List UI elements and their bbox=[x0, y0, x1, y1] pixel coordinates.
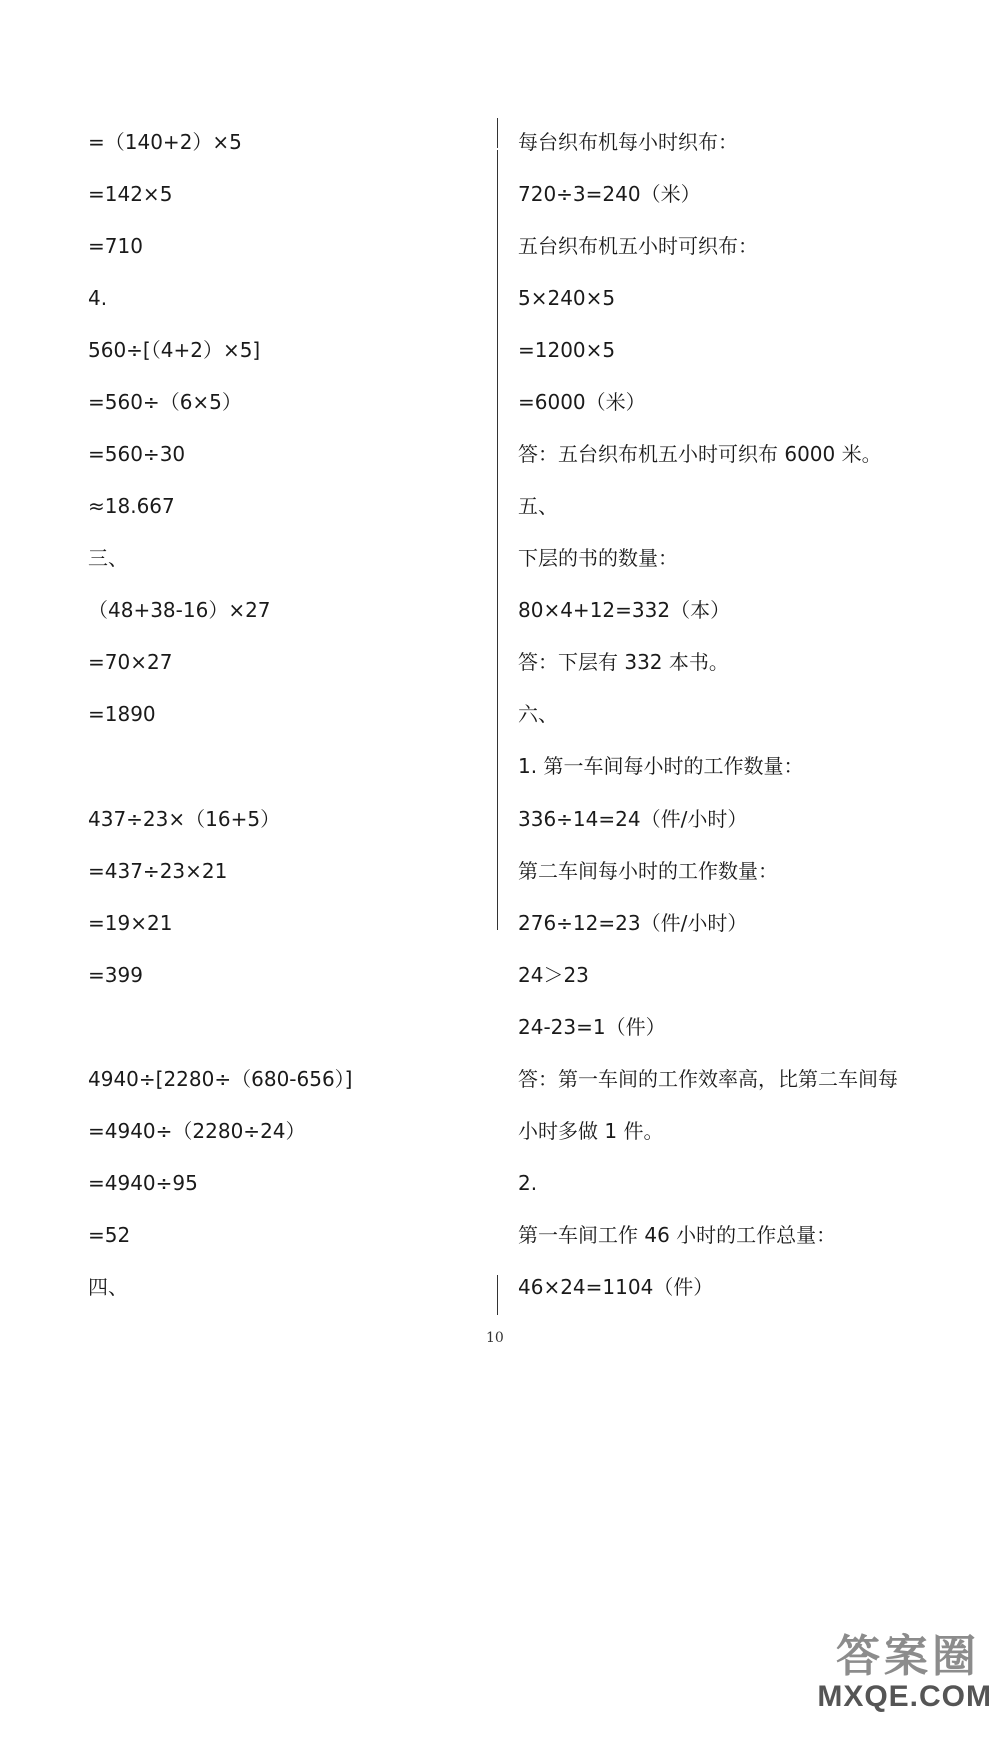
right-line-16: 276÷12=23（件/小时） bbox=[518, 911, 748, 935]
right-line-17: 24＞23 bbox=[518, 963, 589, 987]
right-line-2: 720÷3=240（米） bbox=[518, 182, 701, 206]
watermark-url: MXQE.COM bbox=[817, 1680, 992, 1713]
right-line-21: 2. bbox=[518, 1171, 538, 1195]
right-line-13: 1. 第一车间每小时的工作数量： bbox=[518, 754, 804, 778]
right-line-9: 下层的书的数量： bbox=[518, 546, 678, 570]
left-line-14: =437÷23×21 bbox=[88, 859, 228, 883]
left-line-5: 560÷[（4+2）×5] bbox=[88, 338, 261, 362]
left-line-20: =52 bbox=[88, 1223, 131, 1247]
right-line-14: 336÷14=24（件/小时） bbox=[518, 807, 748, 831]
right-line-6: =6000（米） bbox=[518, 390, 646, 414]
right-line-23: 46×24=1104（件） bbox=[518, 1275, 714, 1299]
left-line-21: 四、 bbox=[88, 1275, 128, 1299]
right-line-22: 第一车间工作 46 小时的工作总量： bbox=[518, 1223, 837, 1247]
right-line-1: 每台织布机每小时织布： bbox=[518, 130, 738, 154]
left-line-17: 4940÷[2280÷（680-656）] bbox=[88, 1067, 353, 1091]
right-line-8: 五、 bbox=[518, 494, 558, 518]
left-line-6: =560÷（6×5） bbox=[88, 390, 242, 414]
left-line-10: （48+38-16）×27 bbox=[88, 598, 271, 622]
right-line-12: 六、 bbox=[518, 702, 558, 726]
column-divider-bottom bbox=[497, 1275, 498, 1315]
left-line-15: =19×21 bbox=[88, 911, 173, 935]
left-line-8: ≈18.667 bbox=[88, 494, 175, 518]
left-line-4: 4. bbox=[88, 286, 108, 310]
left-line-12: =1890 bbox=[88, 702, 156, 726]
left-line-13: 437÷23×（16+5） bbox=[88, 807, 281, 831]
right-line-3: 五台织布机五小时可织布： bbox=[518, 234, 758, 258]
right-line-18: 24-23=1（件） bbox=[518, 1015, 666, 1039]
left-line-7: =560÷30 bbox=[88, 442, 186, 466]
right-line-15: 第二车间每小时的工作数量： bbox=[518, 859, 778, 883]
right-line-4: 5×240×5 bbox=[518, 286, 616, 310]
column-divider-top bbox=[497, 118, 498, 148]
left-line-18: =4940÷（2280÷24） bbox=[88, 1119, 306, 1143]
right-line-10: 80×4+12=332（本） bbox=[518, 598, 731, 622]
right-line-11: 答：下层有 332 本书。 bbox=[518, 650, 729, 674]
left-line-16: =399 bbox=[88, 963, 143, 987]
right-line-7: 答：五台织布机五小时可织布 6000 米。 bbox=[518, 442, 882, 466]
watermark-logo: 答案圈 bbox=[836, 1631, 980, 1682]
left-line-9: 三、 bbox=[88, 546, 128, 570]
left-line-11: =70×27 bbox=[88, 650, 173, 674]
column-divider bbox=[497, 150, 498, 930]
right-line-20: 小时多做 1 件。 bbox=[518, 1119, 664, 1143]
page-number: 10 bbox=[486, 1330, 504, 1346]
right-line-19: 答：第一车间的工作效率高，比第二车间每 bbox=[518, 1067, 898, 1091]
left-line-3: =710 bbox=[88, 234, 143, 258]
right-line-5: =1200×5 bbox=[518, 338, 616, 362]
left-line-19: =4940÷95 bbox=[88, 1171, 198, 1195]
left-line-1: =（140+2）×5 bbox=[88, 130, 242, 154]
left-line-2: =142×5 bbox=[88, 182, 173, 206]
